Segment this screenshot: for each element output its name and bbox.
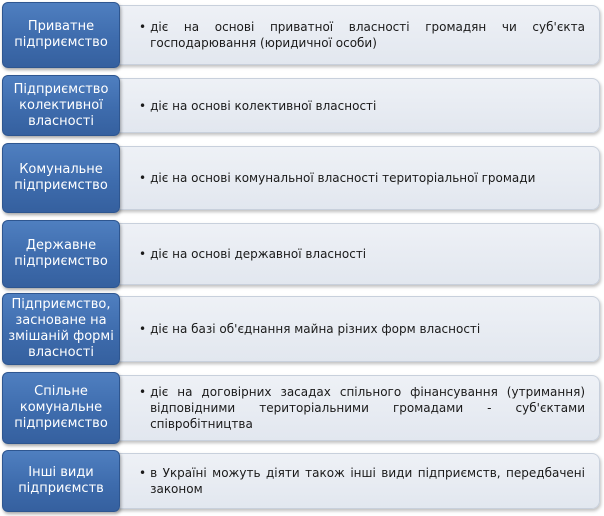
desc-communal — [114, 146, 600, 210]
label-joint-communal — [2, 372, 120, 444]
desc-collective — [114, 78, 600, 133]
bullet-icon: • — [139, 247, 147, 261]
desc-text: в Україні можуть діяти також інші види підприємств, передбачені законом — [150, 466, 585, 496]
desc-private — [114, 5, 600, 65]
row-joint-communal — [0, 372, 604, 444]
desc-text: діє на основі приватної власності громадян чи суб'єкта господарювання (юридичної особи) — [150, 20, 585, 50]
bullet-icon: • — [139, 98, 147, 113]
bullet-icon: • — [139, 20, 147, 34]
row-state — [0, 220, 604, 288]
desc-text: діє на договірних засадах спільного фінансування (утримання) відповідними територіальними громадами - суб'єктами співробітництва — [150, 385, 585, 431]
desc-state — [114, 223, 600, 285]
row-private — [0, 2, 604, 68]
row-other — [0, 450, 604, 512]
label-collective — [2, 75, 120, 136]
desc-text: діє на основі комунальної власності територіальної громади — [150, 171, 536, 185]
label-text: Підприємство колективної власності — [13, 81, 109, 129]
row-communal — [0, 143, 604, 213]
label-private — [2, 2, 120, 68]
label-text: Спільне комунальне підприємство — [14, 384, 108, 431]
label-mixed — [2, 293, 120, 365]
row-collective — [0, 75, 604, 136]
desc-mixed — [114, 296, 600, 362]
label-text: Підприємство, засноване на змішаній формі власності — [8, 297, 114, 360]
desc-text: діє на базі об'єднання майна різних форм власності — [150, 322, 481, 336]
label-text: Приватне підприємство — [14, 19, 108, 50]
label-other — [2, 450, 120, 512]
bullet-icon: • — [139, 466, 147, 480]
label-text: Комунальне підприємство — [14, 162, 108, 193]
label-state — [2, 220, 120, 288]
desc-other — [114, 453, 600, 509]
desc-text: діє на основі державної власності — [150, 247, 367, 261]
row-mixed — [0, 293, 604, 365]
label-communal — [2, 143, 120, 213]
bullet-icon: • — [139, 322, 147, 336]
bullet-icon: • — [139, 171, 147, 185]
label-text: Державне підприємство — [14, 238, 108, 269]
label-text: Інші види підприємств — [18, 465, 104, 496]
desc-text: діє на основі колективної власності — [150, 98, 377, 113]
desc-joint-communal — [114, 375, 600, 441]
bullet-icon: • — [139, 385, 147, 399]
